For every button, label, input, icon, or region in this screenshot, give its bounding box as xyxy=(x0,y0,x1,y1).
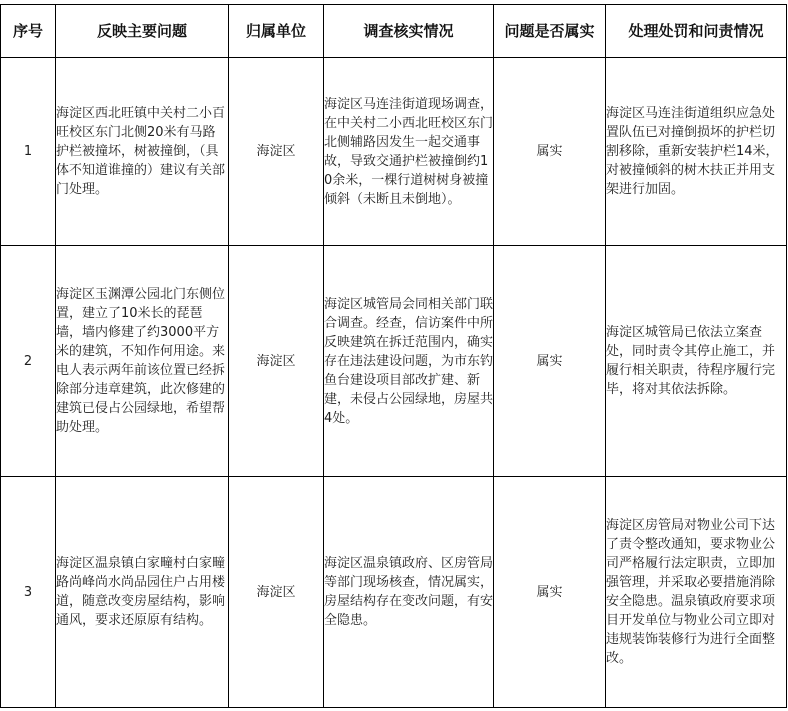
table-row xyxy=(1,246,787,477)
cell-number: 3 xyxy=(1,477,56,708)
investigation-text: 海淀区温泉镇政府、区房管局等部门现场核查，情况属实，房屋结构存在变改问题，有安全隐患。 xyxy=(324,556,494,628)
header-problem: 反映主要问题 xyxy=(56,5,229,58)
table-row xyxy=(1,477,787,708)
header-unit: 归属单位 xyxy=(229,5,324,58)
cell-action xyxy=(606,58,787,246)
action-text: 海淀区马连洼街道组织应急处置队伍已对撞倒损坏的护栏切割移除，重新安装护栏14米，对被撞倾斜的树木扶正并用支架进行加固。 xyxy=(606,106,779,197)
cell-verified: 属实 xyxy=(494,58,606,246)
cell-unit: 海淀区 xyxy=(229,477,324,708)
cell-number: 2 xyxy=(1,246,56,477)
investigation-text: 海淀区马连洼街道现场调查，在中关村二小西北旺校区东门北侧辅路因发生一起交通事故，导致交通护栏被撞倒约10余米，一棵行道树树身被撞倾斜（未断且未倒地）。 xyxy=(324,96,494,207)
header-number: 序号 xyxy=(1,5,56,58)
cell-problem xyxy=(56,477,229,708)
action-text: 海淀区城管局已依法立案查处，同时责令其停止施工，并履行相关职责，待程序履行完毕，将对其依法拆除。 xyxy=(606,325,776,397)
header-row xyxy=(1,5,787,58)
cell-unit: 海淀区 xyxy=(229,58,324,246)
problem-text: 海淀区温泉镇白家疃村白家疃路尚峰尚水尚品园住户占用楼道，随意改变房屋结构，影响通风，要求还原原有结构。 xyxy=(56,556,226,628)
action-text: 海淀区房管局对物业公司下达了责令整改通知，要求物业公司严格履行法定职责，立即加强管理，并采取必要措施消除安全隐患。温泉镇政府要求项目开发单位与物业公司立即对违规装饰装修行为进行全面整改。 xyxy=(606,518,776,666)
cell-number: 1 xyxy=(1,58,56,246)
cell-action xyxy=(606,477,787,708)
cell-verified: 属实 xyxy=(494,246,606,477)
problem-text: 海淀区玉渊潭公园北门东侧位置，建立了10米长的琵琶墙，墙内修建了约3000平方米的建筑，不知作何用途。来电人表示两年前该位置已经拆除部分违章建筑，此次修建的建筑已侵占公园绿地，希望帮助处理。 xyxy=(56,287,226,435)
cell-investigation xyxy=(324,246,494,477)
table-row xyxy=(1,58,787,246)
problem-text: 海淀区西北旺镇中关村二小百旺校区东门北侧20米有马路护栏被撞坏，树被撞倒，（具体不知道谁撞的）建议有关部门处理。 xyxy=(56,106,226,197)
header-investigation: 调查核实情况 xyxy=(324,5,494,58)
header-action: 处理处罚和问责情况 xyxy=(606,5,787,58)
cell-action xyxy=(606,246,787,477)
investigation-text: 海淀区城管局会同相关部门联合调查。经查，信访案件中所反映建筑在拆迁范围内，确实存在违法建设问题，为市东钓鱼台建设项目部改扩建、新建，未侵占公园绿地，房屋共4处。 xyxy=(324,296,494,426)
cell-problem xyxy=(56,246,229,477)
cell-investigation xyxy=(324,58,494,246)
header-verified: 问题是否属实 xyxy=(494,5,606,58)
cell-problem xyxy=(56,58,229,246)
complaint-table xyxy=(0,4,787,708)
cell-unit: 海淀区 xyxy=(229,246,324,477)
cell-verified: 属实 xyxy=(494,477,606,708)
cell-investigation xyxy=(324,477,494,708)
